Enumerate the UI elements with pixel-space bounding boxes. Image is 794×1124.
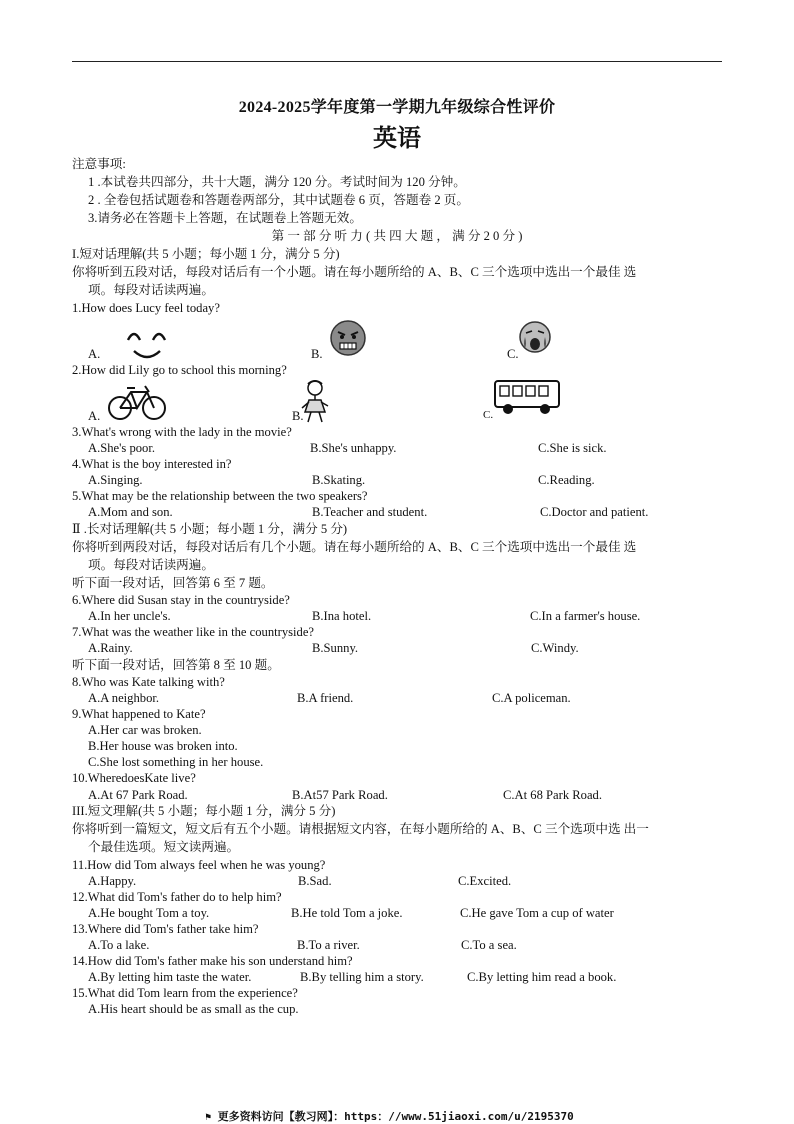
q15-stem: 15.What did Tom learn from the experience? [72,986,298,1000]
q2-option-c: C. [483,409,494,421]
q13-stem: 13.Where did Tom's father take him? [72,922,259,936]
section3-heading: III.短文理解(共 5 小题；每小题 1 分，满分 5 分) [72,804,336,818]
section1-instruction: 你将听到五段对话，每段对话后有一个小题。请在每小题所给的 A、B、C 三个选项中选出一个最佳 选 [72,265,637,279]
q10-option-a: A.At 67 Park Road. [88,788,188,802]
q12-option-b: B.He told Tom a joke. [291,906,403,920]
footer-link[interactable] [205,1108,574,1124]
q3-option-a: A.She's poor. [88,441,155,455]
q7-option-c: C.Windy. [531,641,579,655]
dialog1-intro: 听下面一段对话，回答第 6 至 7 题。 [72,576,274,590]
footer-text: 更多资料访问【教习网】：https：//www.51jiaoxi.com/u/2195370 [217,1110,574,1123]
note-item-3: 3.请务必在答题卡上答题，在试题卷上答题无效。 [88,211,362,225]
q11-option-c: C.Excited. [458,874,512,888]
q4-stem: 4.What is the boy interested in? [72,457,232,471]
q10-option-c: C.At 68 Park Road. [503,788,602,802]
q7-stem: 7.What was the weather like in the countryside? [72,625,314,639]
q5-stem: 5.What may be the relationship between the two speakers? [72,489,368,503]
q14-option-a: A.By letting him taste the water. [88,970,252,984]
q7-option-a: A.Rainy. [88,641,133,655]
q12-option-c: C.He gave Tom a cup of water [460,906,614,920]
section3-instruction-cont: 个最佳选项。短文读两遍。 [88,840,240,854]
bicycle-icon [107,382,167,427]
exam-title: 2024-2025学年度第一学期九年级综合性评价 [238,99,556,116]
q4-option-b: B.Skating. [312,473,366,487]
q9-option-a: A.Her car was broken. [88,723,202,737]
angry-face-icon [329,319,367,362]
q12-stem: 12.What did Tom's father do to help him? [72,890,282,904]
crying-face-icon [517,318,553,363]
q10-option-b: B.At57 Park Road. [292,788,388,802]
section2-instruction: 你将听到两段对话，每段对话后有几个小题。请在每小题所给的 A、B、C 三个选项中选出一个最佳 选 [72,540,637,554]
q13-option-c: C.To a sea. [461,938,517,952]
q9-option-b: B.Her house was broken into. [88,739,238,753]
q7-option-b: B.Sunny. [312,641,359,655]
note-item-2: 2 . 全卷包括试题卷和答题卷两部分，其中试题卷 6 页，答题卷 2 页。 [88,193,469,207]
q9-stem: 9.What happened to Kate? [72,707,206,721]
section1-heading: I.短对话理解(共 5 小题；每小题 1 分，满分 5 分) [72,247,340,261]
walking-girl-icon [296,378,334,431]
q4-option-a: A.Singing. [88,473,143,487]
q1-option-a: A. [88,347,101,361]
exam-subject: 英语 [373,126,421,152]
q5-option-a: A.Mom and son. [88,505,173,519]
q1-option-c: C. [507,347,519,361]
q6-option-c: C.In a farmer's house. [530,609,641,623]
section1-instruction-cont: 项。每段对话读两遍。 [88,283,214,297]
q3-option-b: B.She's unhappy. [310,441,397,455]
q1-stem: 1.How does Lucy feel today? [72,301,220,315]
q5-option-b: B.Teacher and student. [312,505,428,519]
q6-option-a: A.In her uncle's. [88,609,171,623]
note-item-1: 1 .本试卷共四部分，共十大题，满分 120 分。考试时间为 120 分钟。 [88,175,466,189]
q15-option-a: A.His heart should be as small as the cup. [88,1002,299,1016]
q12-option-a: A.He bought Tom a toy. [88,906,210,920]
q14-option-c: C.By letting him read a book. [467,970,617,984]
q10-stem: 10.WheredoesKate live? [72,771,196,785]
section2-heading: Ⅱ .长对话理解(共 5 小题；每小题 1 分，满分 5 分) [72,522,348,536]
q5-option-c: C.Doctor and patient. [540,505,649,519]
q1-option-b: B. [311,347,323,361]
q11-option-a: A.Happy. [88,874,137,888]
q8-option-b: B.A friend. [297,691,354,705]
q9-option-c: C.She lost something in her house. [88,755,264,769]
dialog2-intro: 听下面一段对话，回答第 8 至 10 题。 [72,658,280,672]
q6-stem: 6.Where did Susan stay in the countryside? [72,593,290,607]
section3-instruction: 你将听到一篇短文，短文后有五个小题。请根据短文内容，在每小题所给的 A、B、C 三个选项中选 出一 [72,822,649,836]
notes-heading: 注意事项: [72,157,126,171]
q14-stem: 14.How did Tom's father make his son understand him? [72,954,353,968]
q4-option-c: C.Reading. [538,473,595,487]
q2-option-a: A. [88,409,101,423]
section2-instruction-cont: 项。每段对话读两遍。 [88,558,214,572]
q3-stem: 3.What's wrong with the lady in the movie? [72,425,292,439]
q11-stem: 11.How did Tom always feel when he was young? [72,858,326,872]
q6-option-b: B.Ina hotel. [312,609,372,623]
q2-stem: 2.How did Lily go to school this morning? [72,363,287,377]
q11-option-b: B.Sad. [298,874,332,888]
top-rule [72,61,722,62]
flag-icon: ⚑ [205,1112,212,1123]
bus-icon [493,377,563,422]
q3-option-c: C.She is sick. [538,441,607,455]
part1-heading: 第 一 部 分 听 力 ( 共 四 大 题 ， 满 分 2 0 分 ) [271,229,523,243]
q14-option-b: B.By telling him a story. [300,970,424,984]
q8-option-c: C.A policeman. [492,691,571,705]
q13-option-a: A.To a lake. [88,938,150,952]
q8-stem: 8.Who was Kate talking with? [72,675,225,689]
q8-option-a: A.A neighbor. [88,691,160,705]
q2-option-b: B. [292,409,304,423]
q13-option-b: B.To a river. [297,938,360,952]
